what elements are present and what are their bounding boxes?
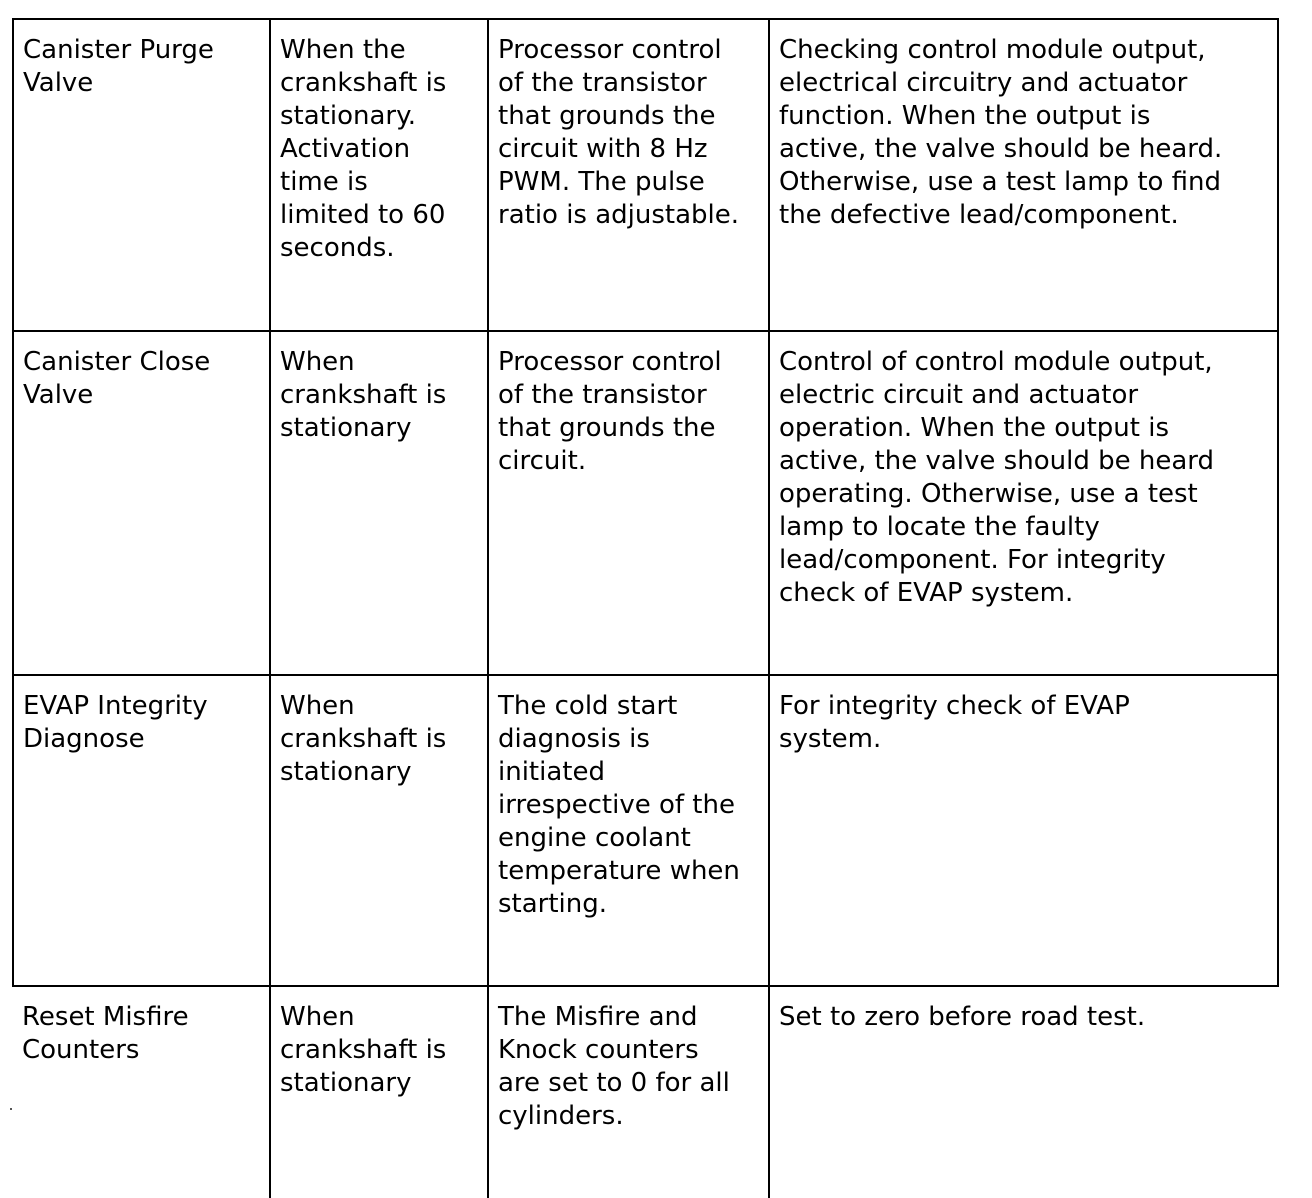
table-row [13, 19, 1278, 331]
actuator-test-table [12, 18, 1279, 1198]
function-cell: Canister Close Valve [13, 331, 270, 675]
function-cell: Canister Purge Valve [13, 19, 270, 331]
table-row [13, 986, 1278, 1198]
purpose-cell: Checking control module output, electrical circuitry and actuator function. When the output is active, the valve should be heard. Otherwise, use a test lamp to find the defective lead/component. [769, 19, 1278, 331]
description-cell: The cold start diagnosis is initiated irrespective of the engine coolant temperature when starting. [488, 675, 769, 986]
purpose-cell: Control of control module output, electric circuit and actuator operation. When the output is active, the valve should be heard operating. Otherwise, use a test lamp to locate the faulty lead/component. For integrity check of EVAP system. [769, 331, 1278, 675]
purpose-cell: For integrity check of EVAP system. [769, 675, 1278, 986]
condition-cell: When crankshaft is stationary [270, 331, 488, 675]
condition-cell: When the crankshaft is stationary. Activation time is limited to 60 seconds. [270, 19, 488, 331]
function-cell: Reset Misfire Counters [13, 986, 270, 1198]
table-row [13, 331, 1278, 675]
condition-cell: When crankshaft is stationary [270, 986, 488, 1198]
description-cell: Processor control of the transistor that grounds the circuit with 8 Hz PWM. The pulse ratio is adjustable. [488, 19, 769, 331]
description-cell: Processor control of the transistor that grounds the circuit. [488, 331, 769, 675]
table-row [13, 675, 1278, 986]
purpose-cell: Set to zero before road test. [769, 986, 1278, 1198]
scan-speck [10, 1108, 12, 1110]
condition-cell: When crankshaft is stationary [270, 675, 488, 986]
description-cell: The Misfire and Knock counters are set to 0 for all cylinders. [488, 986, 769, 1198]
function-cell: EVAP Integrity Diagnose [13, 675, 270, 986]
